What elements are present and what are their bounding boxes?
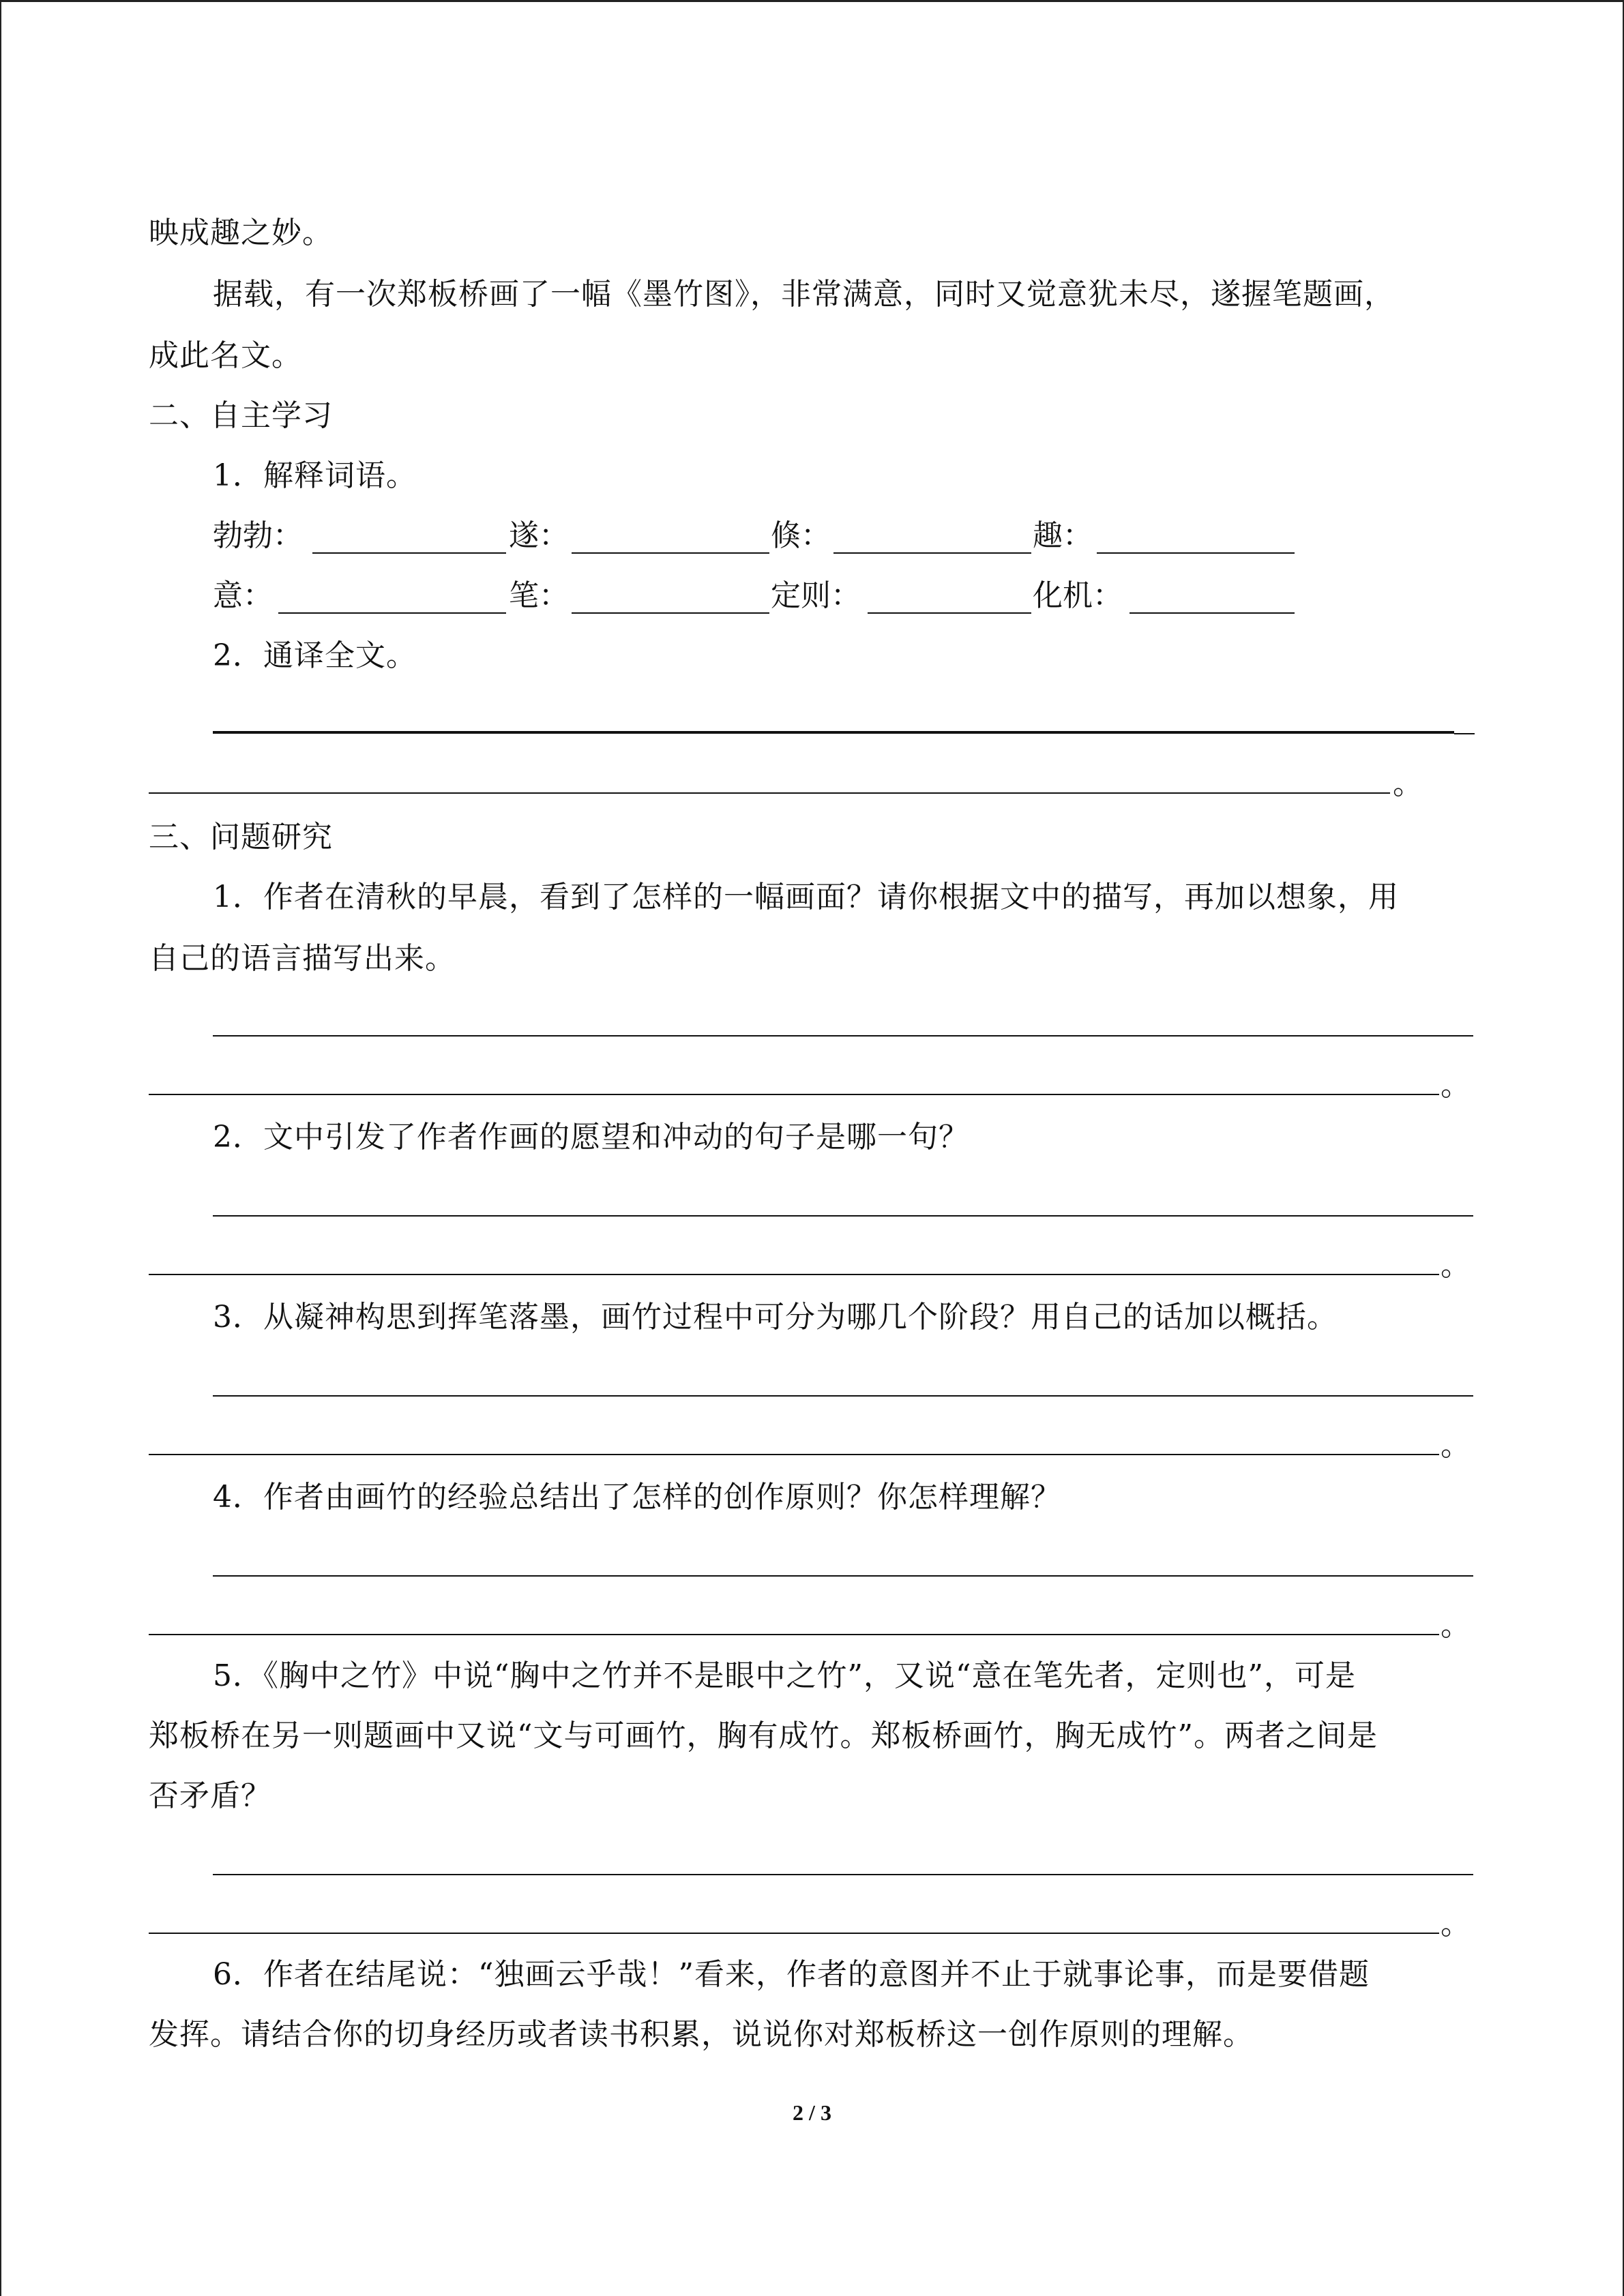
vocab-blank-qu[interactable] — [1097, 552, 1295, 554]
question-4-answer-line-2[interactable] — [149, 1634, 1439, 1635]
question-1-answer-period: 。 — [1441, 1068, 1471, 1103]
question-3-answer-period: 。 — [1441, 1428, 1471, 1463]
question-4-answer-period: 。 — [1441, 1608, 1471, 1643]
question-4: 4．作者由画竹的经验总结出了怎样的创作原则？你怎样理解？ — [213, 1480, 1061, 1515]
vocab-label-shu: 倏： — [771, 518, 831, 553]
question-2-answer-line-1[interactable] — [213, 1215, 1473, 1217]
question-5-answer-period: 。 — [1441, 1907, 1471, 1941]
question-1-line-2: 自己的语言描写出来。 — [149, 941, 456, 976]
translate-answer-period: 。 — [1393, 766, 1423, 801]
vocab-label-bobo: 勃勃： — [213, 518, 303, 553]
translate-answer-line-2[interactable] — [149, 792, 1390, 794]
question-2-answer-line-2[interactable] — [149, 1274, 1439, 1275]
question-4-answer-line-1[interactable] — [213, 1575, 1473, 1577]
question-explain-words: 1．解释词语。 — [213, 458, 417, 493]
question-3-answer-line-1[interactable] — [213, 1395, 1473, 1397]
vocab-label-bi: 笔： — [509, 578, 569, 613]
vocab-blank-sui[interactable] — [572, 552, 769, 554]
question-3-answer-line-2[interactable] — [149, 1454, 1439, 1455]
vocab-blank-dingze[interactable] — [868, 612, 1031, 614]
page-number: 2 / 3 — [793, 2100, 831, 2125]
question-6-line-1: 6．作者在结尾说：“独画云乎哉！”看来，作者的意图并不止于就事论事，而是要借题 — [213, 1957, 1370, 1992]
vocab-label-qu: 趣： — [1033, 518, 1093, 553]
vocab-label-dingze: 定则： — [771, 578, 861, 613]
intro-paragraph-line-2: 成此名文。 — [149, 338, 302, 373]
question-2-answer-period: 。 — [1441, 1248, 1471, 1283]
question-5-line-1: 5．《胸中之竹》中说“胸中之竹并不是眼中之竹”，又说“意在笔先者，定则也”，可是 — [213, 1658, 1356, 1693]
translate-answer-line-1[interactable] — [213, 731, 1454, 734]
vocab-blank-yi[interactable] — [278, 612, 506, 614]
question-5-line-2: 郑板桥在另一则题画中又说“文与可画竹，胸有成竹。郑板桥画竹，胸无成竹”。两者之间是 — [149, 1718, 1378, 1753]
vocab-label-huaji: 化机： — [1033, 578, 1123, 613]
question-1-line-1: 1．作者在清秋的早晨，看到了怎样的一幅画面？请你根据文中的描写，再加以想象，用 — [213, 880, 1399, 914]
question-6-line-2: 发挥。请结合你的切身经历或者读书积累，说说你对郑板桥这一创作原则的理解。 — [149, 2017, 1254, 2052]
vocab-label-yi: 意： — [213, 578, 273, 613]
question-5-answer-line-2[interactable] — [149, 1933, 1439, 1934]
question-1-answer-line-2[interactable] — [149, 1094, 1439, 1095]
vocab-label-sui: 遂： — [509, 518, 569, 553]
section-heading-research: 三、问题研究 — [149, 820, 333, 854]
question-translate: 2．通译全文。 — [213, 638, 417, 673]
section-heading-self-study: 二、自主学习 — [149, 398, 333, 433]
translate-answer-line-1-tail — [1454, 733, 1475, 734]
question-5-line-3: 否矛盾？ — [149, 1778, 271, 1813]
question-2: 2．文中引发了作者作画的愿望和冲动的句子是哪一句？ — [213, 1120, 969, 1154]
vocab-blank-huaji[interactable] — [1130, 612, 1295, 614]
intro-paragraph-line-1: 据载，有一次郑板桥画了一幅《墨竹图》，非常满意，同时又觉意犹未尽，遂握笔题画， — [213, 277, 1395, 312]
vocab-blank-bi[interactable] — [572, 612, 769, 614]
question-1-answer-line-1[interactable] — [213, 1035, 1473, 1037]
intro-line-0: 映成趣之妙。 — [149, 215, 333, 250]
question-5-answer-line-1[interactable] — [213, 1874, 1473, 1875]
vocab-blank-bobo[interactable] — [312, 552, 506, 554]
question-3: 3．从凝神构思到挥笔落墨，画竹过程中可分为哪几个阶段？用自己的话加以概括。 — [213, 1300, 1338, 1335]
vocab-blank-shu[interactable] — [833, 552, 1031, 554]
